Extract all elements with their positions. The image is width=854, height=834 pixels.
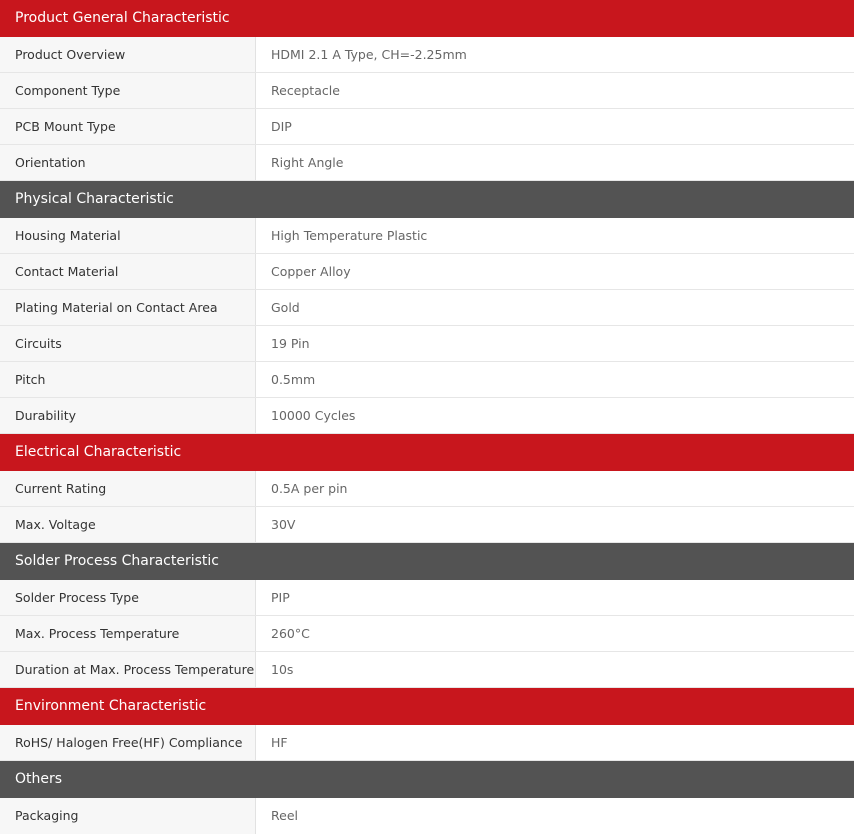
spec-value: High Temperature Plastic (256, 218, 854, 253)
table-row (0, 471, 854, 507)
table-row (0, 218, 854, 254)
spec-label: Circuits (0, 326, 256, 361)
spec-value: 0.5mm (256, 362, 854, 397)
spec-value: PIP (256, 580, 854, 615)
spec-label: Packaging (0, 798, 256, 834)
table-row (0, 798, 854, 834)
table-row (0, 254, 854, 290)
spec-value: HF (256, 725, 854, 760)
table-row (0, 507, 854, 543)
table-row (0, 652, 854, 688)
section-header: Others (0, 761, 854, 798)
spec-label: PCB Mount Type (0, 109, 256, 144)
spec-value: 260°C (256, 616, 854, 651)
spec-value: 0.5A per pin (256, 471, 854, 506)
spec-value: Receptacle (256, 73, 854, 108)
table-row (0, 580, 854, 616)
spec-value: HDMI 2.1 A Type, CH=-2.25mm (256, 37, 854, 72)
section-header: Product General Characteristic (0, 0, 854, 37)
spec-label: Max. Process Temperature (0, 616, 256, 651)
spec-label: Housing Material (0, 218, 256, 253)
spec-value: Copper Alloy (256, 254, 854, 289)
spec-value: 10s (256, 652, 854, 687)
spec-label: Component Type (0, 73, 256, 108)
table-row (0, 145, 854, 181)
table-row (0, 290, 854, 326)
spec-label: Current Rating (0, 471, 256, 506)
spec-label: Solder Process Type (0, 580, 256, 615)
table-row (0, 725, 854, 761)
spec-value: Reel (256, 798, 854, 834)
table-row (0, 616, 854, 652)
section-header: Solder Process Characteristic (0, 543, 854, 580)
spec-label: Contact Material (0, 254, 256, 289)
spec-value: DIP (256, 109, 854, 144)
spec-label: Plating Material on Contact Area (0, 290, 256, 325)
spec-label: Duration at Max. Process Temperature (0, 652, 256, 687)
section-header: Environment Characteristic (0, 688, 854, 725)
spec-value: 19 Pin (256, 326, 854, 361)
section-header: Physical Characteristic (0, 181, 854, 218)
spec-label: Orientation (0, 145, 256, 180)
spec-label: RoHS/ Halogen Free(HF) Compliance (0, 725, 256, 760)
spec-label: Durability (0, 398, 256, 433)
table-row (0, 73, 854, 109)
spec-label: Max. Voltage (0, 507, 256, 542)
spec-value: Right Angle (256, 145, 854, 180)
spec-label: Product Overview (0, 37, 256, 72)
section-header: Electrical Characteristic (0, 434, 854, 471)
spec-value: 10000 Cycles (256, 398, 854, 433)
spec-value: 30V (256, 507, 854, 542)
table-row (0, 326, 854, 362)
table-row (0, 398, 854, 434)
table-row (0, 109, 854, 145)
spec-label: Pitch (0, 362, 256, 397)
spec-value: Gold (256, 290, 854, 325)
table-row (0, 37, 854, 73)
table-row (0, 362, 854, 398)
